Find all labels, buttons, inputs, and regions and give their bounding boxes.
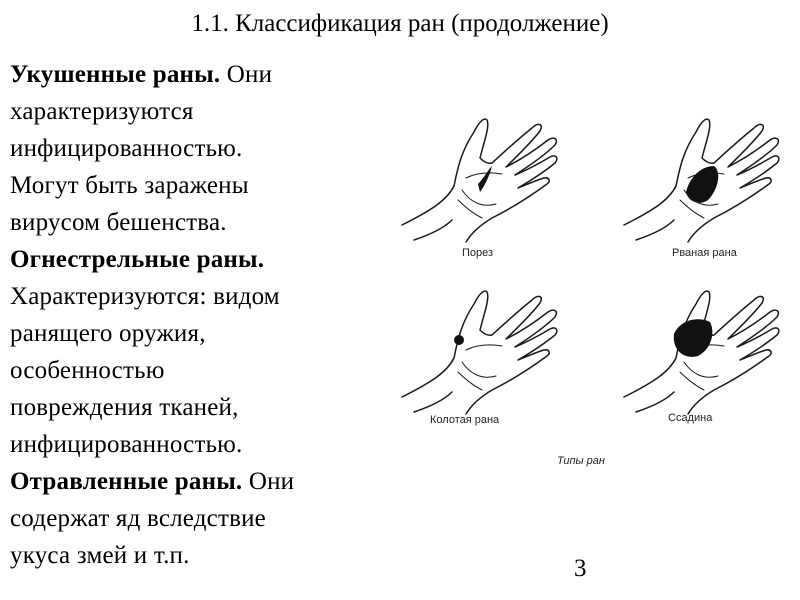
- caption-cut: Порез: [462, 247, 494, 259]
- wound-cut: [478, 166, 492, 192]
- text-line: повреждения тканей,: [10, 394, 239, 421]
- text-line: Могут быть заражены: [10, 172, 249, 199]
- slide-title: 1.1. Классификация ран (продолжение): [191, 10, 609, 37]
- text-line: Они: [220, 61, 273, 88]
- body-text: [10, 56, 380, 574]
- text-line: ранящего оружия,: [10, 320, 206, 347]
- wound-laceration: [686, 166, 718, 203]
- paragraph-gunshot-wounds: [10, 241, 380, 463]
- text-line: Они: [242, 468, 295, 495]
- caption-abrasion: Ссадина: [668, 412, 713, 424]
- term-gunshot-wounds: Огнестрельные раны.: [10, 246, 265, 273]
- text-line: вирусом бешенства.: [10, 209, 227, 236]
- caption-puncture: Колотая рана: [430, 414, 500, 426]
- page-number: 3: [574, 555, 587, 582]
- text-line: характеризуются: [10, 98, 194, 125]
- text-line: особенностью: [10, 357, 165, 384]
- text-line: содержат яд вследствие: [10, 505, 266, 532]
- text-line: инфицированностью.: [10, 431, 243, 458]
- term-poisoned-wounds: Отравленные раны.: [10, 468, 243, 495]
- hand-illustration-cut: [402, 119, 557, 259]
- text-line: инфицированностью.: [10, 135, 243, 162]
- wound-abrasion: [674, 319, 713, 357]
- wound-types-figure: [392, 100, 792, 480]
- paragraph-bite-wounds: [10, 56, 380, 241]
- figure-caption: Типы ран: [557, 455, 605, 467]
- caption-laceration: Рваная рана: [672, 247, 737, 259]
- wound-puncture: [454, 335, 464, 345]
- hand-illustration-laceration: [624, 119, 779, 259]
- hand-illustration-puncture: [402, 291, 557, 426]
- text-line: Характеризуются: видом: [10, 283, 280, 310]
- text-line: укуса змей и т.п.: [10, 542, 190, 569]
- hand-illustration-abrasion: [624, 291, 779, 424]
- term-bite-wounds: Укушенные раны.: [10, 61, 221, 88]
- paragraph-poisoned-wounds: [10, 463, 380, 574]
